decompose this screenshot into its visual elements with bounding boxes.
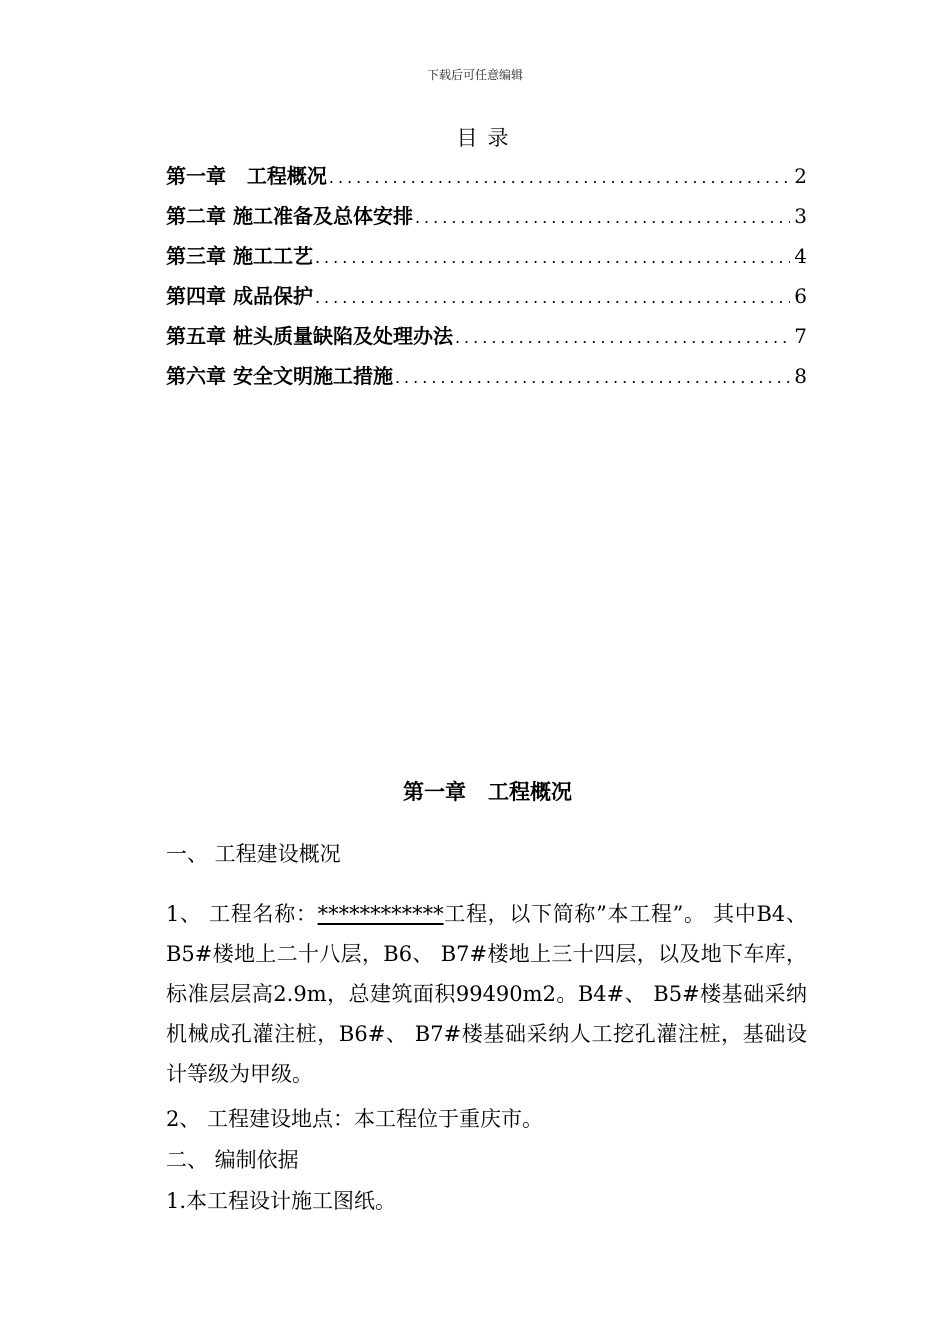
- toc-leader-dots: [315, 248, 790, 267]
- toc-entry-page: 4: [794, 244, 807, 268]
- paragraph-text: 工程，以下简称”本工程”。 其中B4、 B5#楼地上二十八层，B6、 B7#楼地上三十四层，以及地下车库，标准层层高2.9m，总建筑面积99490m2。B4#、 B5#楼基础采纳机械成孔灌注桩，B6#、 B7#楼基础采纳人工挖孔灌注桩，基础设计等级为甲级。: [166, 902, 807, 1086]
- toc-entry-label: 第四章 成品保护: [166, 284, 313, 308]
- section-heading: 一、 工程建设概况: [166, 842, 341, 866]
- toc-leader-dots: [315, 288, 790, 307]
- toc-entry-page: 7: [794, 324, 807, 348]
- toc-entry-label: 第二章 施工准备及总体安排: [166, 204, 413, 228]
- item-prefix: 1、 工程名称：: [166, 902, 318, 926]
- list-item: 1.本工程设计施工图纸。: [166, 1189, 397, 1213]
- section-heading: 二、 编制依据: [166, 1148, 299, 1172]
- toc-entry-label: 第五章 桩头质量缺陷及处理办法: [166, 324, 453, 348]
- project-overview-paragraph: [166, 894, 807, 1094]
- toc-entry-label: 第六章 安全文明施工措施: [166, 364, 393, 388]
- project-location: 2、 工程建设地点：本工程位于重庆市。: [166, 1107, 544, 1131]
- table-of-contents: [166, 160, 807, 400]
- toc-leader-dots: [329, 168, 790, 187]
- toc-entry[interactable]: [166, 280, 807, 320]
- toc-leader-dots: [415, 208, 790, 227]
- toc-leader-dots: [395, 368, 790, 387]
- toc-entry[interactable]: [166, 240, 807, 280]
- header-note: 下载后可任意编辑: [426, 68, 523, 82]
- toc-entry-page: 3: [794, 204, 807, 228]
- toc-entry-page: 2: [794, 164, 807, 188]
- toc-title: 目录: [456, 126, 519, 150]
- toc-entry-page: 8: [794, 364, 807, 388]
- toc-entry-page: 6: [794, 284, 807, 308]
- toc-entry[interactable]: [166, 160, 807, 200]
- toc-entry[interactable]: [166, 200, 807, 240]
- chapter-title: 第一章 工程概况: [403, 780, 572, 804]
- toc-entry-label: 第三章 施工工艺: [166, 244, 313, 268]
- toc-entry[interactable]: [166, 320, 807, 360]
- toc-entry[interactable]: [166, 360, 807, 400]
- toc-entry-label: 第一章 工程概况: [166, 164, 327, 188]
- masked-project-name: ************: [317, 902, 444, 926]
- toc-leader-dots: [455, 328, 790, 347]
